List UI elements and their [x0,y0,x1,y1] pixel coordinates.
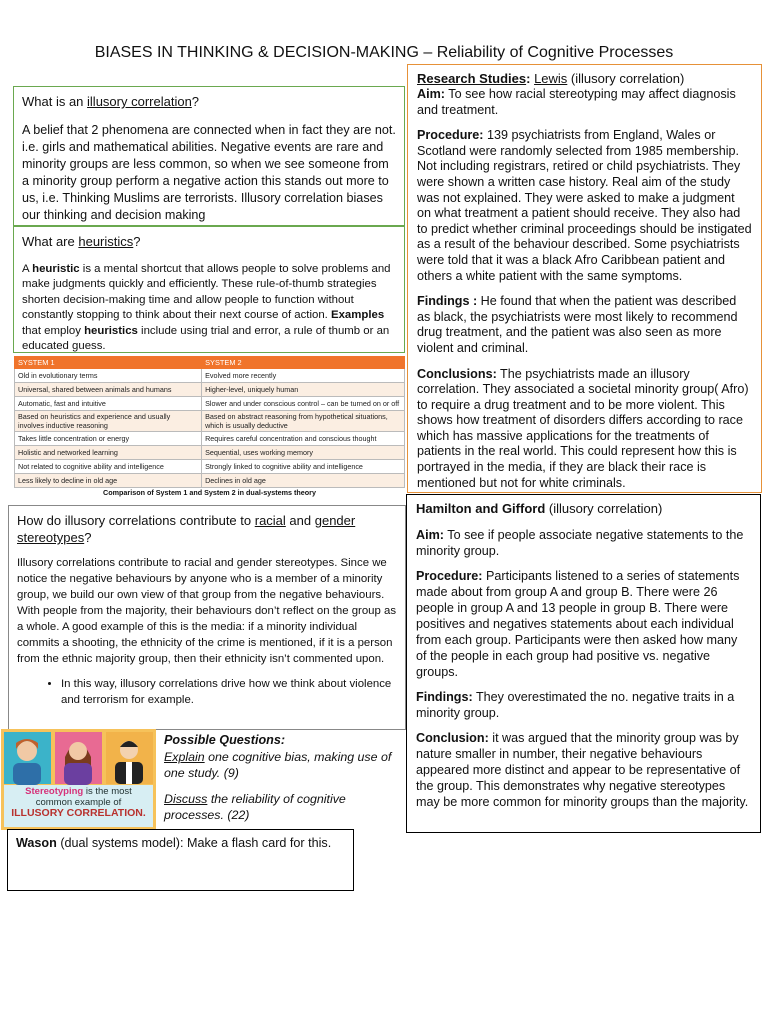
lewis-conclusions: Conclusions: The psychiatrists made an illusory correlation. They associated a societal minority group( Afro) to require a drug treatment and to be more violent. This shows how treatment of disorders differs according to race which has massive applications for the treatments of patients in the real world. This could represent how this is portrayed in the media, if they are black their race is mentioned but not for white criminals. [417,366,749,490]
lewis-findings: Findings : He found that when the patient was described as black, the psychiatrists were most likely to recommend drug treatment, and the patient was also seen as more violent and criminal. [417,294,738,355]
table-header: SYSTEM 2 [202,357,405,369]
hamilton-gifford-box [406,494,761,833]
question-2: Discuss the reliability of cognitive processes. (22) [164,792,346,822]
illusory-heading: What is an illusory correlation? [22,94,200,109]
table-row: Universal, shared between animals and humans Higher-level, uniquely human [15,383,405,397]
illusory-correlation-box [13,86,405,226]
systems-table [14,356,405,488]
lewis-aim: Aim: To see how racial stereotyping may affect diagnosis and treatment. [417,87,736,117]
table-row: Less likely to decline in old age Declines in old age [15,474,405,488]
stereotypes-body: Illusory correlations contribute to racial and gender stereotypes. Since we notice the negative behaviours by anyone who is a member of a minority group, we build our own view of that group from the negative behaviours. With people from the majority, their behaviours don’t reflect on the group as a whole. A good example of this is the media: if a minority individual commits a shooting, the ethnicity of the crime is mentioned, if it is a person from the ethnic majority group, then their ethnicity isn’t commented upon. [17,557,397,665]
cartoon-caption: Stereotyping is the most common example of ILLUSORY CORRELATION. [11,786,146,819]
lewis-procedure: Procedure: 139 psychiatrists from England, Wales or Scotland were randomly selected from 1985 membership. Not including registrars, retired or child psychiatrists. They were shown a written case history. Real aim of the study was not explained. They were asked to make a judgment on what treatment a patient should receive. They also had to predict whether criminal proceedings should be instigated as a result of the behaviour described. Some psychiatrists were told that it was a black Afro Caribbean patient and others a white patient with the same symptoms. [417,128,752,283]
heuristics-box [13,226,405,353]
heuristics-heading: What are heuristics? [22,234,141,249]
heuristics-body: A heuristic is a mental shortcut that allows people to solve problems and make judgments quickly and efficiently. These rule-of-thumb strategies shorten decision-making time and allow people to function without constantly stopping to think about their next course of action. Examples that employ heuristics include using trial and error, a rule of thumb or an educated guess. [22,263,391,353]
questions-heading: Possible Questions: [164,733,286,747]
hamilton-aim: Aim: To see if people associate negative statements to the minority group. [416,528,744,558]
table-header: SYSTEM 1 [15,357,202,369]
hamilton-findings: Findings: They overestimated the no. negative traits in a minority group. [416,690,735,720]
table-row: Holistic and networked learning Sequential, uses working memory [15,446,405,460]
lewis-heading: Research Studies: Lewis (illusory correlation) [417,71,685,86]
hamilton-procedure: Procedure: Participants listened to a series of statements made about from group A and group B. There were 26 people in group A and 13 people in group B. There were positives and negatives statements about each individual from each group. Participants were then asked how many of the people in each group had positive vs. negative groups. [416,569,740,679]
wason-box [7,829,354,891]
wason-text: Wason (dual systems model): Make a flash card for this. [16,836,332,850]
systems-table-figure [14,356,405,504]
table-row: Automatic, fast and intuitive Slower and under conscious control – can be turned on or off [15,397,405,411]
table-caption: Comparison of System 1 and System 2 in dual-systems theory [103,488,316,497]
stereotypes-heading: How do illusory correlations contribute to racial and gender stereotypes? [17,513,356,545]
illusory-body: A belief that 2 phenomena are connected when in fact they are not. i.e. girls and mathematical abilities. Negative events are rare and minority groups are less common, so when we see someone from a minority group perform a negative action this stands out more to us, i.e. Thinking Muslims are terrorists. Illusory correlation biases our thinking and decision making [22,123,396,222]
table-row: Based on heuristics and experience and usually involves inductive reasoning Based on abstract reasoning from hypothetical situations, which is usually deductive [15,411,405,432]
stereotypes-box [8,505,406,730]
page-title: BIASES IN THINKING & DECISION-MAKING – Reliability of Cognitive Processes [94,44,674,61]
table-row: Not related to cognitive ability and intelligence Strongly linked to cognitive ability and intelligence [15,460,405,474]
table-row: Old in evolutionary terms Evolved more recently [15,369,405,383]
question-1: Explain one cognitive bias, making use of one study. (9) [164,750,392,780]
table-row: Takes little concentration or energy Requires careful concentration and conscious thought [15,432,405,446]
list-item: • In this way, illusory correlations drive how we think about violence and terrorism for example. [61,676,397,708]
hamilton-heading: Hamilton and Gifford (illusory correlation) [416,501,663,516]
hamilton-conclusion: Conclusion: it was argued that the minority group was by nature smaller in number, their negative behaviours appeared more distinct and appear to be representative of the group. This demonstrates why negative stereotypes may be more common for minority groups than the majority. [416,731,749,809]
lewis-study-box [407,64,762,493]
stereotyping-cartoon [1,729,156,830]
possible-questions [164,733,404,828]
stereotypes-bullets [17,676,397,708]
